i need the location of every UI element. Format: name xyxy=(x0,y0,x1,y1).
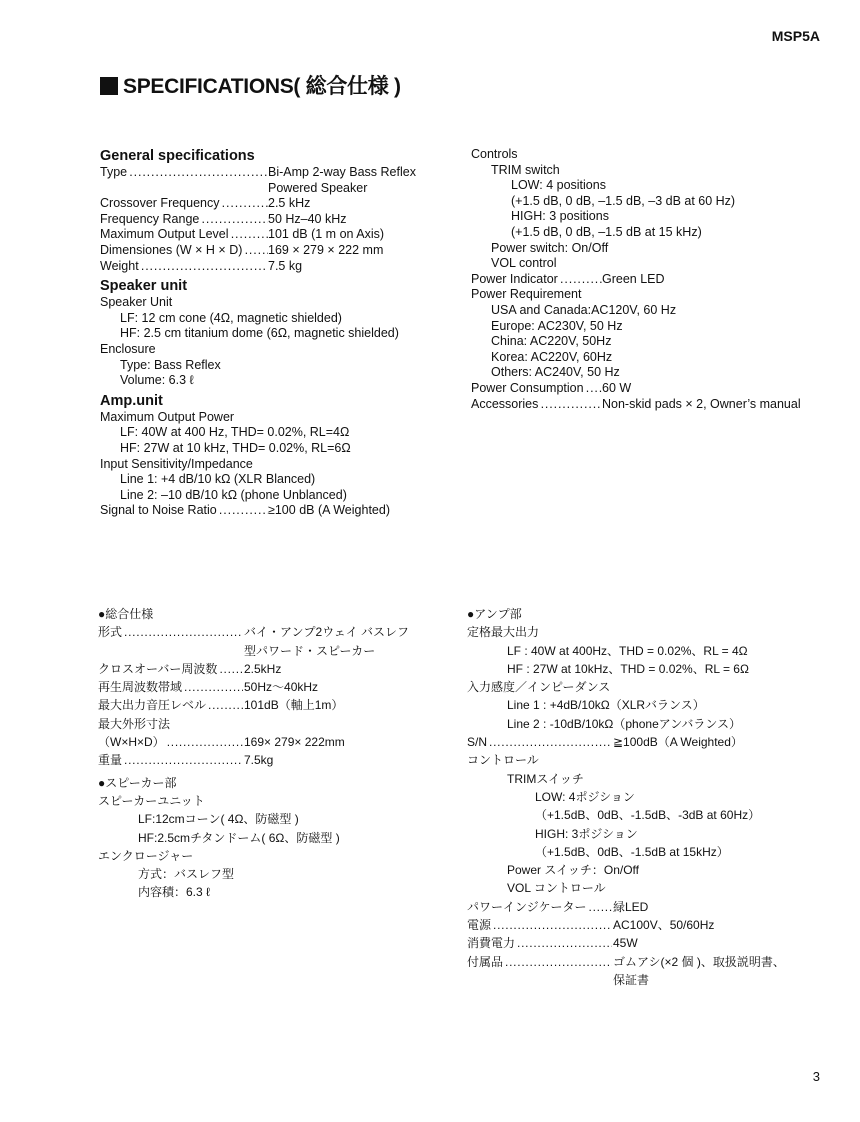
japanese-left-column xyxy=(98,605,438,902)
general-heading: General specifications xyxy=(100,148,255,164)
text-line: VOL control xyxy=(491,256,557,271)
text-line: (+1.5 dB, 0 dB, –1.5 dB at 15 kHz) xyxy=(511,224,702,239)
japanese-right-column xyxy=(467,605,822,989)
jp-amp-heading: ●アンプ部 xyxy=(467,607,522,621)
jp-spec-row: （W×H×D） . . . 169× 279× 222mm xyxy=(98,733,438,751)
spec-row: Maximum Output Level . . . 101 dB (1 m on Axis) xyxy=(100,227,445,243)
text-line: HIGH: 3 positions xyxy=(511,209,609,224)
spec-row: Accessories . . . Non-skid pads × 2, Owner’s manual xyxy=(471,397,831,413)
jp-text-line: 入力感度／インピーダンス xyxy=(467,680,611,695)
text-line: Line 2: –10 dB/10 kΩ (phone Unblanced) xyxy=(120,487,347,502)
text-line: HF: 27W at 10 kHz, THD= 0.02%, RL=6Ω xyxy=(120,440,351,455)
model-number: MSP5A xyxy=(771,28,820,44)
jp-spec-row: S/N . . . ≧100dB（A Weighted） xyxy=(467,733,822,751)
text-line: Power switch: On/Off xyxy=(491,240,609,255)
jp-spec-row: クロスオーバー周波数 . . . 2.5kHz xyxy=(98,660,438,678)
jp-text-line: 最大外形寸法 xyxy=(98,716,171,731)
spec-row: Frequency Range . . . 50 Hz–40 kHz xyxy=(100,212,445,228)
jp-text-line: （+1.5dB、0dB、-1.5dB at 15kHz） xyxy=(535,844,729,859)
text-line: USA and Canada:AC120V, 60 Hz xyxy=(491,302,677,317)
spec-row: Crossover Frequency . . . 2.5 kHz xyxy=(100,196,445,212)
text-line: Type: Bass Reflex xyxy=(120,357,221,372)
jp-text-line: 内容積：6.3 ℓ xyxy=(138,885,210,900)
jp-spec-row: 重量 . . . 7.5kg xyxy=(98,751,438,769)
text-line: LOW: 4 positions xyxy=(511,178,606,193)
spec-row-continued: Powered Speaker xyxy=(268,180,368,195)
jp-text-line: LF:12cmコーン( 4Ω、防磁型 ) xyxy=(138,812,299,827)
spec-row: Type . . . Bi-Amp 2-way Bass Reflex xyxy=(100,165,445,181)
jp-text-line: TRIMスイッチ xyxy=(507,771,584,786)
jp-text-line: Line 2 : -10dB/10kΩ（phoneアンバランス） xyxy=(507,716,742,731)
text-line: Line 1: +4 dB/10 kΩ (XLR Blanced) xyxy=(120,472,316,487)
text-line: (+1.5 dB, 0 dB, –1.5 dB, –3 dB at 60 Hz) xyxy=(511,193,736,208)
jp-text-line: エンクロージャー xyxy=(98,848,194,863)
text-line: Maximum Output Power xyxy=(100,409,235,424)
jp-speaker-heading: ●スピーカー部 xyxy=(98,775,177,790)
text-line: LF: 12 cm cone (4Ω, magnetic shielded) xyxy=(120,310,342,325)
text-line: Input Sensitivity/Impedance xyxy=(100,456,253,471)
jp-spec-row: 電源 . . . AC100V、50/60Hz xyxy=(467,916,822,934)
general-rows xyxy=(100,165,445,274)
jp-text-line: LF : 40W at 400Hz、THD = 0.02%、RL = 4Ω xyxy=(507,643,748,658)
title-text: SPECIFICATIONS( 総合仕様 ) xyxy=(123,75,401,98)
text-line: Volume: 6.3 ℓ xyxy=(120,373,194,388)
spec-row: Power Consumption . . . 60 W xyxy=(471,381,831,397)
text-line: Korea: AC220V, 60Hz xyxy=(491,349,613,364)
text-line: Europe: AC230V, 50 Hz xyxy=(491,318,623,333)
jp-text-line: スピーカーユニット xyxy=(98,793,205,808)
jp-general-heading: ●総合仕様 xyxy=(98,607,154,621)
jp-spec-row: 再生周波数帯域 . . . 50Hz～40kHz xyxy=(98,678,438,696)
text-line: China: AC220V, 50Hz xyxy=(491,334,612,349)
text-line: Enclosure xyxy=(100,341,156,356)
jp-spec-row-continued: 型パワード・スピーカー xyxy=(244,643,376,658)
jp-text-line: コントロール xyxy=(467,753,539,768)
page-number: 3 xyxy=(812,1069,820,1084)
text-line: Power Requirement xyxy=(471,287,582,302)
jp-text-line: Line 1 : +4dB/10kΩ（XLRバランス） xyxy=(507,698,705,713)
controls-heading: Controls xyxy=(471,147,518,161)
text-line: Others: AC240V, 50 Hz xyxy=(491,365,620,380)
title-square-icon xyxy=(100,77,118,95)
text-line: Speaker Unit xyxy=(100,295,173,310)
spec-row: Weight . . . 7.5 kg xyxy=(100,259,445,275)
spec-row: Dimensiones (W × H × D) . . . 169 × 279 × 222 mm xyxy=(100,243,445,259)
jp-text-line: 方式：バスレフ型 xyxy=(138,867,235,882)
jp-text-line: LOW: 4ポジション xyxy=(535,789,635,804)
jp-text-line: HF : 27W at 10kHz、THD = 0.02%、RL = 6Ω xyxy=(507,661,749,676)
jp-spec-row: 形式 . . . バイ・アンプ2ウェイ バスレフ xyxy=(98,623,438,641)
jp-text-line: （+1.5dB、0dB、-1.5dB、-3dB at 60Hz） xyxy=(535,808,761,823)
speaker-heading: Speaker unit xyxy=(100,278,188,295)
jp-spec-row: 付属品 . . . ゴムアシ(×2 個 )、取扱説明書、 xyxy=(467,953,822,971)
text-line: LF: 40W at 400 Hz, THD= 0.02%, RL=4Ω xyxy=(120,425,350,440)
english-right-column xyxy=(471,147,831,412)
jp-spec-row: パワーインジケーター . . . 緑LED xyxy=(467,898,822,916)
jp-spec-row: 消費電力 . . . 45W xyxy=(467,934,822,952)
jp-text-line: HF:2.5cmチタンドーム( 6Ω、防磁型 ) xyxy=(138,830,340,845)
page-title xyxy=(100,70,401,100)
english-left-column xyxy=(100,147,445,519)
spec-row: Signal to Noise Ratio . . . ≥100 dB (A Weighted) xyxy=(100,503,445,519)
jp-text-line: VOL コントロール xyxy=(507,881,606,896)
jp-text-line: 定格最大出力 xyxy=(467,625,540,640)
jp-spec-row-continued: 保証書 xyxy=(613,972,650,987)
jp-text-line: Power スイッチ：On/Off xyxy=(507,863,639,878)
spec-row: Power Indicator . . . Green LED xyxy=(471,272,831,288)
amp-heading: Amp.unit xyxy=(100,392,163,409)
jp-spec-row: 最大出力音圧レベル . . . 101dB（軸上1m） xyxy=(98,696,438,714)
text-line: TRIM switch xyxy=(491,162,560,177)
jp-text-line: HIGH: 3ポジション xyxy=(535,826,638,841)
text-line: HF: 2.5 cm titanium dome (6Ω, magnetic shielded) xyxy=(120,326,399,341)
